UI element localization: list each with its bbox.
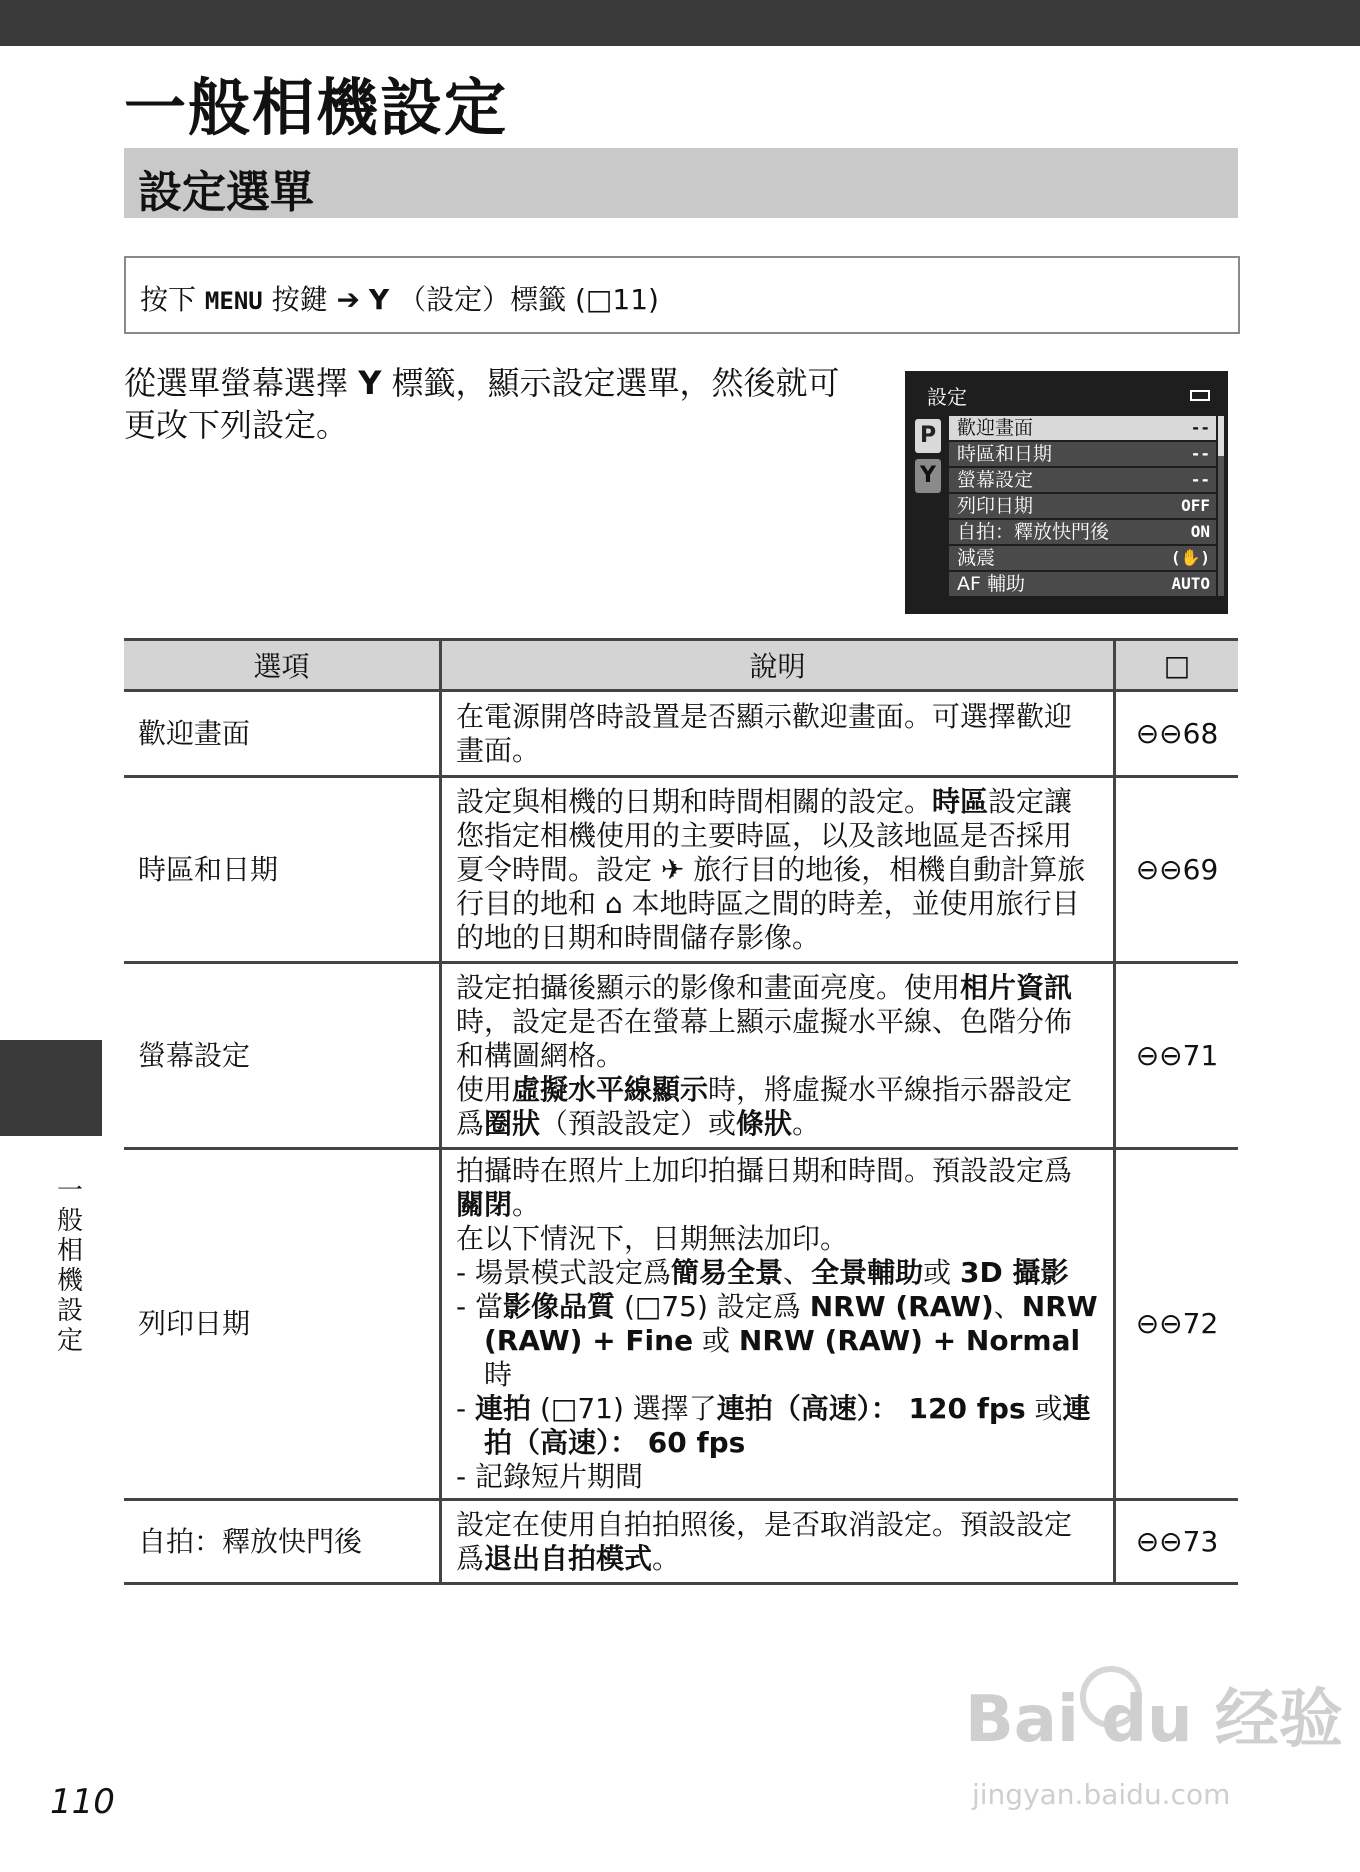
row-name: 螢幕設定 bbox=[124, 963, 441, 1149]
camera-menu-item[interactable] bbox=[949, 468, 1216, 492]
camera-menu-list bbox=[949, 416, 1216, 598]
desc-text: 設定在使用自拍拍照後，是否取消設定。預設設定爲 bbox=[456, 1507, 1073, 1575]
book-icon: □ bbox=[1115, 640, 1239, 691]
camera-menu-item-label: 時區和日期 bbox=[957, 443, 1053, 465]
chapter-label: 一般相機設定 bbox=[56, 1176, 83, 1356]
row-ref[interactable]: ⊖⊖68 bbox=[1115, 691, 1239, 777]
row-description bbox=[441, 1500, 1115, 1584]
camera-scrollbar bbox=[1218, 416, 1224, 596]
desc-text: 。 bbox=[512, 1188, 541, 1221]
desc-bold: 全景輔助 bbox=[811, 1256, 924, 1289]
row-ref[interactable]: ⊖⊖72 bbox=[1115, 1149, 1239, 1500]
desc-text: 設定讓您指定相機使用的主要時區，以及該地區是否採用夏令時間。設定 ✈ 旅行目的地後，相機自動計算旅行目的地和 ⌂ 本地時區之間的時差，並使用旅行目的地的日期和時間儲存影像。 bbox=[456, 784, 1086, 954]
desc-bold: 虛擬水平線顯示 bbox=[512, 1072, 709, 1106]
table-header bbox=[124, 640, 1238, 691]
row-ref[interactable]: ⊖⊖73 bbox=[1115, 1500, 1239, 1584]
desc-text: （預設設定）或 bbox=[540, 1106, 737, 1140]
camera-menu-item-value: -- bbox=[1190, 418, 1210, 437]
row-description bbox=[441, 777, 1115, 963]
desc-bold: 退出自拍模式 bbox=[484, 1541, 653, 1575]
list-item: - 連拍 (□71) 選擇了連拍（高速）： 120 fps 或連拍（高速）： 60 fps bbox=[456, 1392, 1091, 1459]
battery-icon bbox=[1190, 390, 1210, 401]
list-item: - 當影像品質 (□75) 設定爲 NRW (RAW)、NRW (RAW) + Fine 或 NRW (RAW) + Normal 時 bbox=[456, 1290, 1098, 1391]
desc-text: 或 bbox=[923, 1256, 952, 1289]
table-row bbox=[124, 1500, 1238, 1584]
desc-bold: 相片資訊 bbox=[960, 970, 1073, 1004]
desc-text: 設定與相機的日期和時間相關的設定。 bbox=[456, 784, 933, 818]
list-item: - 場景模式設定爲簡易全景、全景輔助或 3D 攝影 bbox=[456, 1256, 1069, 1289]
desc-text: 設定拍攝後顯示的影像和畫面亮度。使用 bbox=[456, 970, 961, 1004]
wrench-icon: Y bbox=[358, 364, 382, 402]
nav-text: 按下 bbox=[140, 283, 197, 316]
intro-text: 標籤，顯示設定選單，然後就可 bbox=[391, 364, 840, 402]
desc-text: 時，將虛擬水平線指示器設定爲 bbox=[456, 1072, 1073, 1140]
desc-bold: 連拍（高速）： 60 fps bbox=[484, 1392, 1091, 1459]
desc-bold: NRW (RAW) bbox=[809, 1290, 994, 1323]
desc-bold: NRW (RAW) + Normal bbox=[738, 1324, 1081, 1357]
desc-bold: 簡易全景 bbox=[671, 1256, 784, 1289]
desc-text: 在電源開啓時設置是否顯示歡迎畫面。可選擇歡迎畫面。 bbox=[456, 699, 1073, 767]
desc-text: 在以下情況下，日期無法加印。 bbox=[456, 1222, 849, 1255]
camera-menu-item-label: 歡迎畫面 bbox=[957, 417, 1034, 439]
camera-menu-item-value: AUTO bbox=[1171, 574, 1210, 593]
header-option: 選項 bbox=[124, 640, 441, 691]
row-ref[interactable]: ⊖⊖69 bbox=[1115, 777, 1239, 963]
camera-menu-item-value: OFF bbox=[1181, 496, 1210, 515]
watermark-logo: Bai du 经验 bbox=[965, 1683, 1343, 1757]
nav-text: 按鍵 ➔ bbox=[271, 283, 360, 316]
camera-menu-screenshot bbox=[905, 371, 1228, 614]
page-number: 110 bbox=[50, 1782, 115, 1822]
camera-menu-item[interactable] bbox=[949, 494, 1216, 518]
desc-text: 當 bbox=[475, 1290, 504, 1323]
section-header bbox=[124, 148, 1238, 218]
camera-menu-item-label: 列印日期 bbox=[957, 495, 1034, 517]
row-ref[interactable]: ⊖⊖71 bbox=[1115, 963, 1239, 1149]
header-description: 說明 bbox=[441, 640, 1115, 691]
desc-bold: 關閉 bbox=[456, 1188, 513, 1221]
settings-table bbox=[124, 638, 1238, 1585]
watermark-url: jingyan.baidu.com bbox=[972, 1778, 1231, 1811]
desc-bold: 條狀 bbox=[736, 1106, 793, 1140]
intro-paragraph bbox=[124, 362, 884, 446]
camera-menu-item-value: -- bbox=[1190, 444, 1210, 463]
page-title: 一般相機設定 bbox=[124, 71, 509, 144]
table-row bbox=[124, 1149, 1238, 1500]
book-icon: □ bbox=[585, 283, 613, 316]
camera-menu-item-value: ON bbox=[1190, 522, 1210, 541]
desc-bold: 連拍（高速）： 120 fps bbox=[716, 1392, 1026, 1425]
camera-menu-item[interactable] bbox=[949, 546, 1216, 570]
camera-menu-item-value: (✋) bbox=[1170, 548, 1210, 567]
navigation-box bbox=[124, 256, 1240, 334]
desc-bold: 連拍 bbox=[475, 1392, 532, 1425]
table-row bbox=[124, 777, 1238, 963]
camera-menu-item-label: 螢幕設定 bbox=[957, 469, 1034, 491]
setup-tab-icon: Y bbox=[915, 459, 941, 493]
desc-text: 。 bbox=[652, 1541, 681, 1575]
table-row bbox=[124, 691, 1238, 777]
desc-text: 、 bbox=[993, 1290, 1022, 1323]
nav-ref[interactable]: 11) bbox=[612, 283, 659, 316]
desc-text: 使用 bbox=[456, 1072, 513, 1106]
camera-menu-item[interactable] bbox=[949, 572, 1216, 596]
camera-menu-item[interactable] bbox=[949, 520, 1216, 544]
row-name: 自拍：釋放快門後 bbox=[124, 1500, 441, 1584]
camera-menu-item-label: 自拍：釋放快門後 bbox=[957, 521, 1110, 543]
desc-text: 場景模式設定爲 bbox=[475, 1256, 672, 1289]
row-name: 時區和日期 bbox=[124, 777, 441, 963]
nav-text: （設定）標籤 ( bbox=[398, 283, 586, 316]
desc-text: 、 bbox=[783, 1256, 812, 1289]
shooting-tab-icon: P bbox=[915, 419, 941, 453]
desc-bold: 3D 攝影 bbox=[960, 1256, 1069, 1289]
desc-text: 。 bbox=[792, 1106, 821, 1140]
top-bar bbox=[0, 0, 1360, 46]
list-item: - 記錄短片期間 bbox=[456, 1460, 644, 1493]
desc-text: 或 bbox=[1034, 1392, 1063, 1425]
table-row bbox=[124, 963, 1238, 1149]
camera-menu-item[interactable] bbox=[949, 416, 1216, 440]
row-name: 列印日期 bbox=[124, 1149, 441, 1500]
camera-menu-item-label: AF 輔助 bbox=[957, 573, 1025, 595]
desc-text: 時 bbox=[484, 1358, 513, 1391]
row-description bbox=[441, 691, 1115, 777]
row-description bbox=[441, 1149, 1115, 1500]
desc-text: 時，設定是否在螢幕上顯示虛擬水平線、色階分佈和構圖網格。 bbox=[456, 1004, 1073, 1072]
desc-text: 拍攝時在照片上加印拍攝日期和時間。預設設定爲 bbox=[456, 1154, 1073, 1187]
camera-menu-header: 設定 bbox=[927, 385, 967, 409]
row-description bbox=[441, 963, 1115, 1149]
intro-text: 從選單螢幕選擇 bbox=[124, 364, 349, 402]
chapter-tab bbox=[0, 1040, 102, 1136]
desc-bold: 時區 bbox=[932, 784, 989, 818]
desc-bold: 影像品質 bbox=[503, 1290, 616, 1323]
desc-bold: NRW (RAW) + Fine bbox=[484, 1290, 1098, 1357]
row-name: 歡迎畫面 bbox=[124, 691, 441, 777]
camera-menu-item[interactable] bbox=[949, 442, 1216, 466]
menu-button-label: MENU bbox=[204, 287, 263, 315]
wrench-icon: Y bbox=[368, 283, 390, 316]
camera-menu-item-value: -- bbox=[1190, 470, 1210, 489]
desc-text: (□75) 設定爲 bbox=[623, 1290, 801, 1323]
desc-text: (□71) 選擇了 bbox=[539, 1392, 717, 1425]
section-title: 設定選單 bbox=[138, 167, 314, 218]
camera-menu-item-label: 減震 bbox=[957, 547, 996, 569]
desc-text: 或 bbox=[701, 1324, 730, 1357]
desc-bold: 圈狀 bbox=[484, 1106, 541, 1140]
desc-text: 記錄短片期間 bbox=[475, 1460, 644, 1493]
intro-text: 更改下列設定。 bbox=[124, 406, 349, 444]
